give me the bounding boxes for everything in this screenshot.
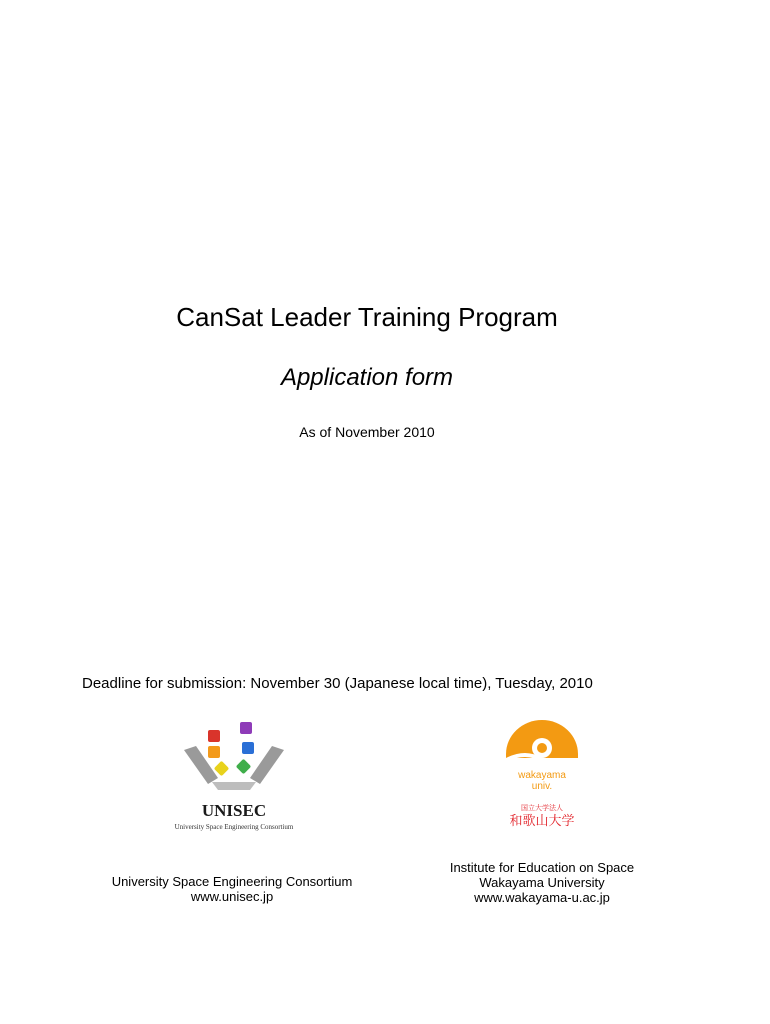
as-of-date: As of November 2010: [299, 424, 435, 440]
unisec-wings: [184, 746, 284, 790]
wakayama-jp-small: 国立大学法人: [521, 804, 563, 812]
document-title: CanSat Leader Training Program: [176, 302, 558, 332]
unisec-affiliation: [82, 874, 382, 904]
wakayama-swirl-emblem: [506, 720, 578, 767]
cube-yellow: [214, 761, 230, 777]
cube-red: [208, 730, 220, 742]
wakayama-university-logo: [496, 718, 588, 830]
cube-purple: [240, 722, 252, 734]
wakayama-wordmark: wakayama: [518, 770, 566, 781]
unisec-cubes: [208, 722, 254, 776]
cube-green: [236, 759, 252, 775]
wakayama-affiliation: [432, 860, 652, 905]
unisec-logo: [164, 716, 304, 834]
institute-name: Institute for Education on Space: [449, 860, 635, 875]
document-subtitle: Application form: [280, 364, 454, 391]
cube-orange: [208, 746, 220, 758]
wakayama-wordmark-univ: univ.: [531, 781, 553, 792]
unisec-url: www.unisec.jp: [190, 889, 274, 904]
cube-blue: [242, 742, 254, 754]
submission-deadline: Deadline for submission: November 30 (Japanese local time), Tuesday, 2010: [82, 675, 593, 692]
wakayama-url: www.wakayama-u.ac.jp: [474, 890, 610, 905]
wakayama-jp-large: 和歌山大学: [509, 814, 575, 829]
university-name: Wakayama University: [479, 875, 605, 890]
unisec-tagline: University Space Engineering Consortium: [174, 823, 294, 831]
unisec-wordmark: UNISEC: [201, 801, 267, 820]
unisec-name: University Space Engineering Consortium: [111, 874, 353, 889]
